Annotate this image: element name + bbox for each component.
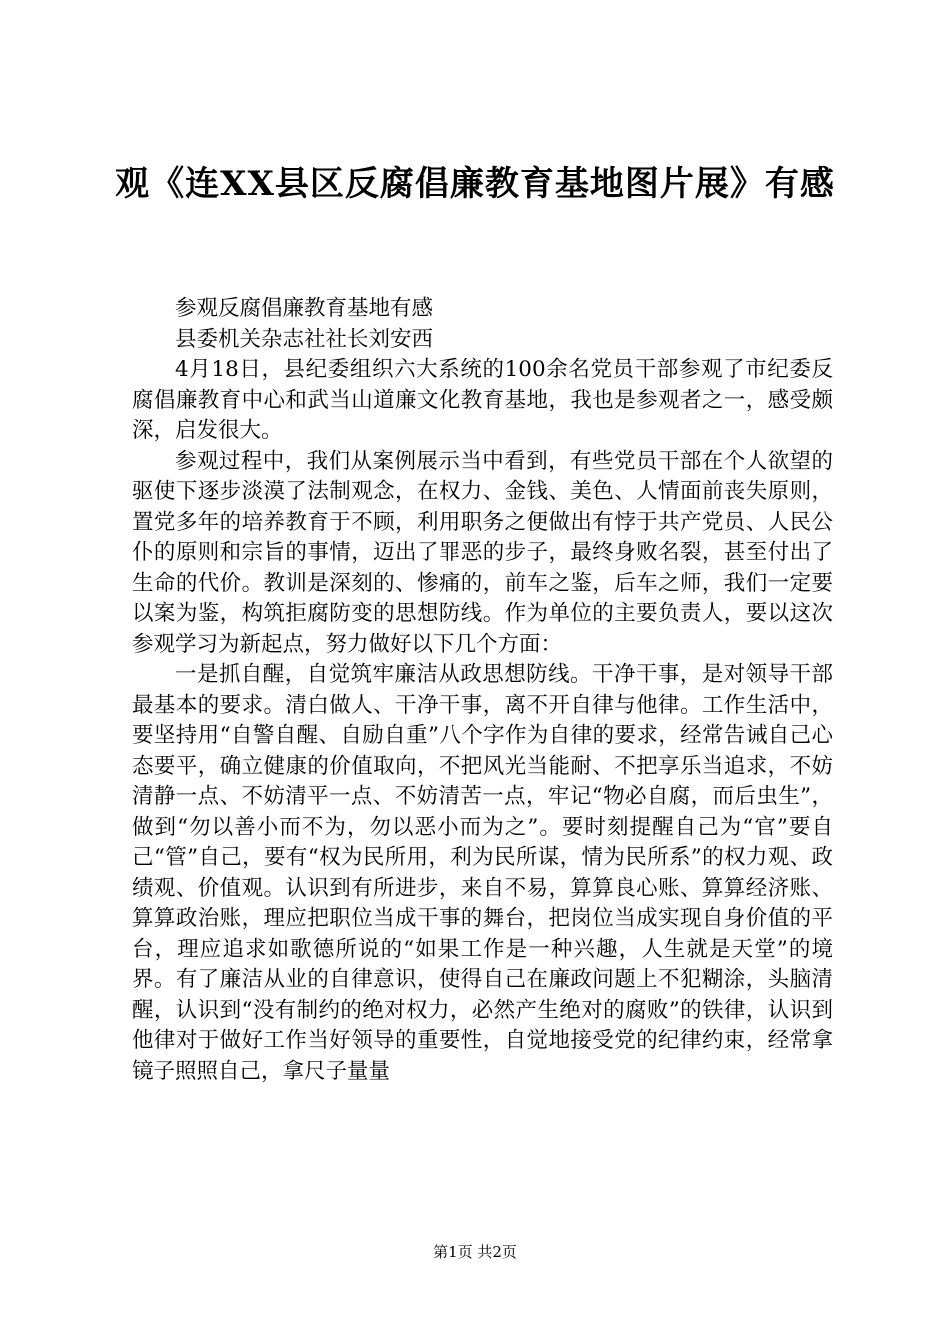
page-footer: 第1页 共2页 [433,1243,517,1261]
paragraph: 参观过程中，我们从案例展示当中看到，有些党员干部在个人欲望的驱使下逐步淡漠了法制观念，在权力、金钱、美色、人情面前丧失原则，置党多年的培养教育于不顾，利用职务之便做出有悖于共产党员、人民公仆的原则和宗旨的事情，迈出了罪恶的步子，最终身败名裂，甚至付出了生命的代价。教训是深刻的、惨痛的，前车之鉴，后车之师，我们一定要以案为鉴，构筑拒腐防变的思想防线。作为单位的主要负责人，要以这次参观学习为新起点，努力做好以下几个方面： [132,448,833,657]
paragraph: 一是抓自醒，自觉筑牢廉洁从政思想防线。干净干事，是对领导干部最基本的要求。清白做人、干净干事，离不开自律与他律。工作生活中，要坚持用“自警自醒、自励自重”八个字作为自律的要求，经常告诫自己心态要平，确立健康的价值取向，不把风光当能耐、不把享乐当追求，不妨清静一点、不妨清平一点、不妨清苦一点，牢记“物必自腐，而后虫生”，做到“勿以善小而不为，勿以恶小而为之”。要时刻提醒自己为“官”要自己“管”自己，要有“权为民所用，利为民所谋，情为民所系”的权力观、政绩观、价值观。认识到有所进步，来自不易，算算良心账、算算经济账、算算政治账，理应把职位当成干事的舞台，把岗位当成实现自身价值的平台，理应追求如歌德所说的“如果工作是一种兴趣，人生就是天堂”的境界。有了廉洁从业的自律意识，使得自己在廉政问题上不犯糊涂，头脑清醒，认识到“没有制约的绝对权力，必然产生绝对的腐败”的铁律，认识到他律对于做好工作当好领导的重要性，自觉地接受党的纪律约束，经常拿镜子照照自己，拿尺子量量 [132,662,833,1084]
author-line: 县委机关杂志社社长刘安西 [175,326,434,352]
paragraph: 4月18日，县纪委组织六大系统的100余名党员干部参观了市纪委反腐倡廉教育中心和武当山道廉文化教育基地，我也是参观者之一，感受颇深，启发很大。 [132,357,833,443]
article-subtitle: 参观反腐倡廉教育基地有感 [175,296,434,321]
document-body [132,294,833,1087]
document-title: 观《连XX县区反腐倡廉教育基地图片展》有感 [115,164,835,204]
